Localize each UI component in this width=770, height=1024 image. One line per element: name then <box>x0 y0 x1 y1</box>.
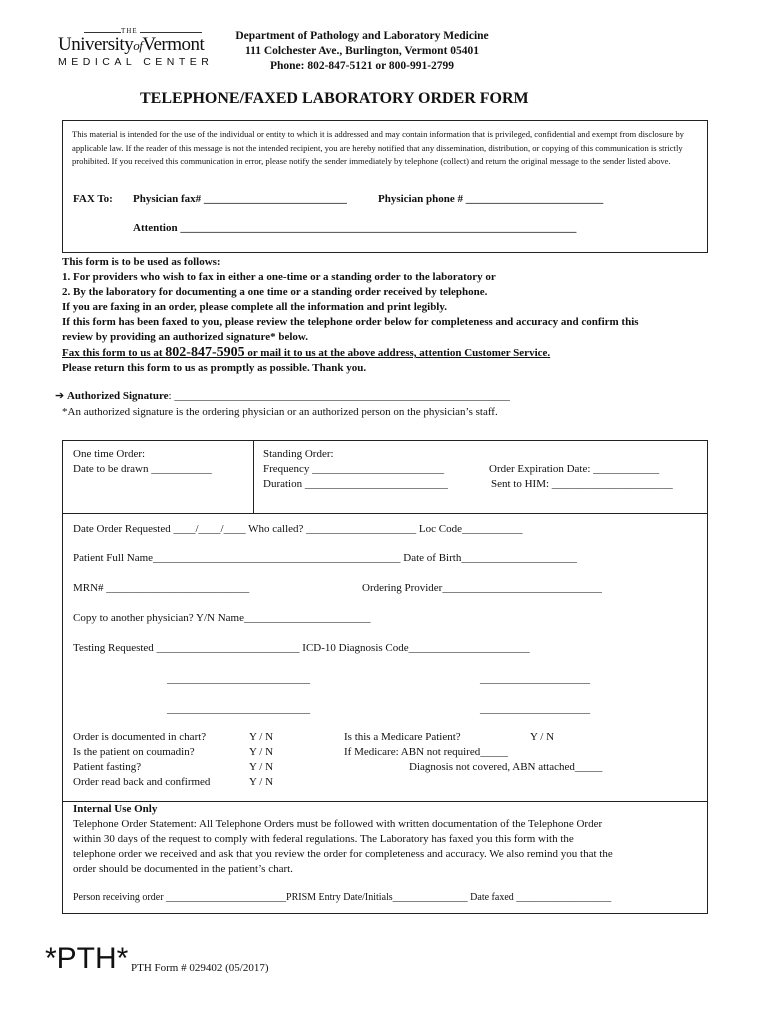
duration-field[interactable]: Duration __________________________ <box>263 478 448 490</box>
instruction-3: If you are faxing in an order, please complete all the information and print legibly. <box>62 301 448 313</box>
question-coumadin: Is the patient on coumadin? <box>73 746 195 758</box>
yes-no-option[interactable]: Y / N <box>249 761 274 773</box>
form-number: PTH Form # 029402 (05/2017) <box>131 962 269 974</box>
question-read-back: Order read back and confirmed <box>73 776 211 788</box>
instruction-5: review by providing an authorized signature* below. <box>62 331 308 343</box>
order-divider-vertical <box>253 441 254 513</box>
signature-note: *An authorized signature is the ordering physician or an authorized person on the physician’s staff. <box>62 406 498 418</box>
sent-to-him-field[interactable]: Sent to HIM: ______________________ <box>491 478 673 490</box>
attention-field[interactable]: Attention ________________________________________________________________________ <box>133 222 577 234</box>
physician-phone-field[interactable]: Physician phone # _________________________ <box>378 193 604 205</box>
physician-fax-field[interactable]: Physician fax# __________________________ <box>133 193 347 205</box>
yes-no-option[interactable]: Y / N <box>249 731 274 743</box>
standing-order-label: Standing Order: <box>263 448 334 460</box>
testing-blank-line[interactable]: __________________________ <box>167 703 310 715</box>
statement-line-4: order should be documented in the patient’s chart. <box>73 863 293 875</box>
statement-line-3: telephone order we received and ask that you review the order for completeness and accuracy. We also remind you that the <box>73 848 613 860</box>
fax-number-instruction: Fax this form to us at 802-847-5905 or mail it to us at the above address, attention Customer Service. <box>62 345 551 360</box>
internal-use-heading: Internal Use Only <box>73 803 158 815</box>
icd-blank-line[interactable]: ____________________ <box>480 673 590 685</box>
logo-wordmark: UniversityofVermont <box>58 34 205 55</box>
icd-blank-line[interactable]: ____________________ <box>480 703 590 715</box>
statement-line-1: Telephone Order Statement: All Telephone Orders must be followed with written documentation of the Telephone Order <box>73 818 603 830</box>
logo-rule-right <box>140 32 202 33</box>
question-documented: Order is documented in chart? <box>73 731 207 743</box>
internal-use-box <box>62 801 708 914</box>
expiration-date-field[interactable]: Order Expiration Date: ____________ <box>489 463 660 475</box>
instruction-1: 1. For providers who wish to fax in either a one-time or a standing order to the laboratory or <box>62 271 496 283</box>
abn-not-required-field[interactable]: If Medicare: ABN not required_____ <box>344 746 508 758</box>
header-department: Department of Pathology and Laboratory Medicine <box>235 30 489 42</box>
pth-barcode-text: *PTH* <box>45 942 129 975</box>
testing-requested-field[interactable]: Testing Requested __________________________ ICD-10 Diagnosis Code______________________ <box>73 642 530 654</box>
form-title: TELEPHONE/FAXED LABORATORY ORDER FORM <box>140 90 529 107</box>
order-divider-horizontal <box>63 513 707 514</box>
abn-attached-field[interactable]: Diagnosis not covered, ABN attached_____ <box>409 761 603 773</box>
testing-blank-line[interactable]: __________________________ <box>167 673 310 685</box>
fax-to-label: FAX To: <box>73 193 113 205</box>
instructions-heading: This form is to be used as follows: <box>62 256 221 268</box>
question-fasting: Patient fasting? <box>73 761 142 773</box>
logo-the: THE <box>121 27 138 35</box>
arrow-icon: ➔ <box>55 390 65 402</box>
frequency-field[interactable]: Frequency ________________________ <box>263 463 445 475</box>
order-box <box>62 440 708 802</box>
signature-field[interactable]: : _____________________________________________________________ <box>168 390 510 402</box>
confidentiality-notice: This material is intended for the use of the individual or entity to which it is addressed and may contain information that is privileged, confidential and exempt from disclosure by applicable law. If the reader of this message is not the intended recipient, you are hereby notified that any dissemination, distribution, or copying of this communication is strictly prohibited. If you received this communication in error, please notify the sender immediately by telephone (collect) and return the original message to the sender listed above. <box>72 129 684 166</box>
signature-label: Authorized Signature <box>66 390 169 402</box>
mrn-field[interactable]: MRN# __________________________ <box>73 582 250 594</box>
fax-notice-box <box>62 120 708 253</box>
ordering-provider-field[interactable]: Ordering Provider_____________________________ <box>362 582 602 594</box>
signature-row <box>55 389 510 402</box>
yes-no-option[interactable]: Y / N <box>530 731 555 743</box>
date-to-be-drawn-field[interactable]: Date to be drawn ___________ <box>73 463 212 475</box>
one-time-order-label: One time Order: <box>73 448 146 460</box>
logo-subtitle: MEDICAL CENTER <box>58 56 214 68</box>
person-receiving-field[interactable]: Person receiving order ________________________PRISM Entry Date/Initials_______________ Date faxed ___________________ <box>73 892 612 903</box>
copy-to-physician-field[interactable]: Copy to another physician? Y/N Name_______________________ <box>73 612 371 624</box>
header-phone: Phone: 802-847-5121 or 800-991-2799 <box>269 60 455 72</box>
question-medicare: Is this a Medicare Patient? <box>344 731 461 743</box>
instruction-2: 2. By the laboratory for documenting a one time or a standing order received by telephone. <box>62 286 488 298</box>
patient-name-field[interactable]: Patient Full Name_____________________________________________ Date of Birth_____________________ <box>73 552 577 564</box>
yes-no-option[interactable]: Y / N <box>249 776 274 788</box>
date-order-requested-field[interactable]: Date Order Requested ____/____/____ Who called? ____________________ Loc Code___________ <box>73 523 523 535</box>
instruction-4: If this form has been faxed to you, please review the telephone order below for completeness and accuracy and confirm this <box>62 316 639 328</box>
instruction-6: Please return this form to us as promptly as possible. Thank you. <box>62 362 367 374</box>
header-address: 111 Colchester Ave., Burlington, Vermont 05401 <box>244 45 480 57</box>
yes-no-option[interactable]: Y / N <box>249 746 274 758</box>
logo-rule-left <box>84 32 121 33</box>
statement-line-2: within 30 days of the request to comply with federal regulations. The Laboratory has faxed you this form with the <box>73 833 574 845</box>
